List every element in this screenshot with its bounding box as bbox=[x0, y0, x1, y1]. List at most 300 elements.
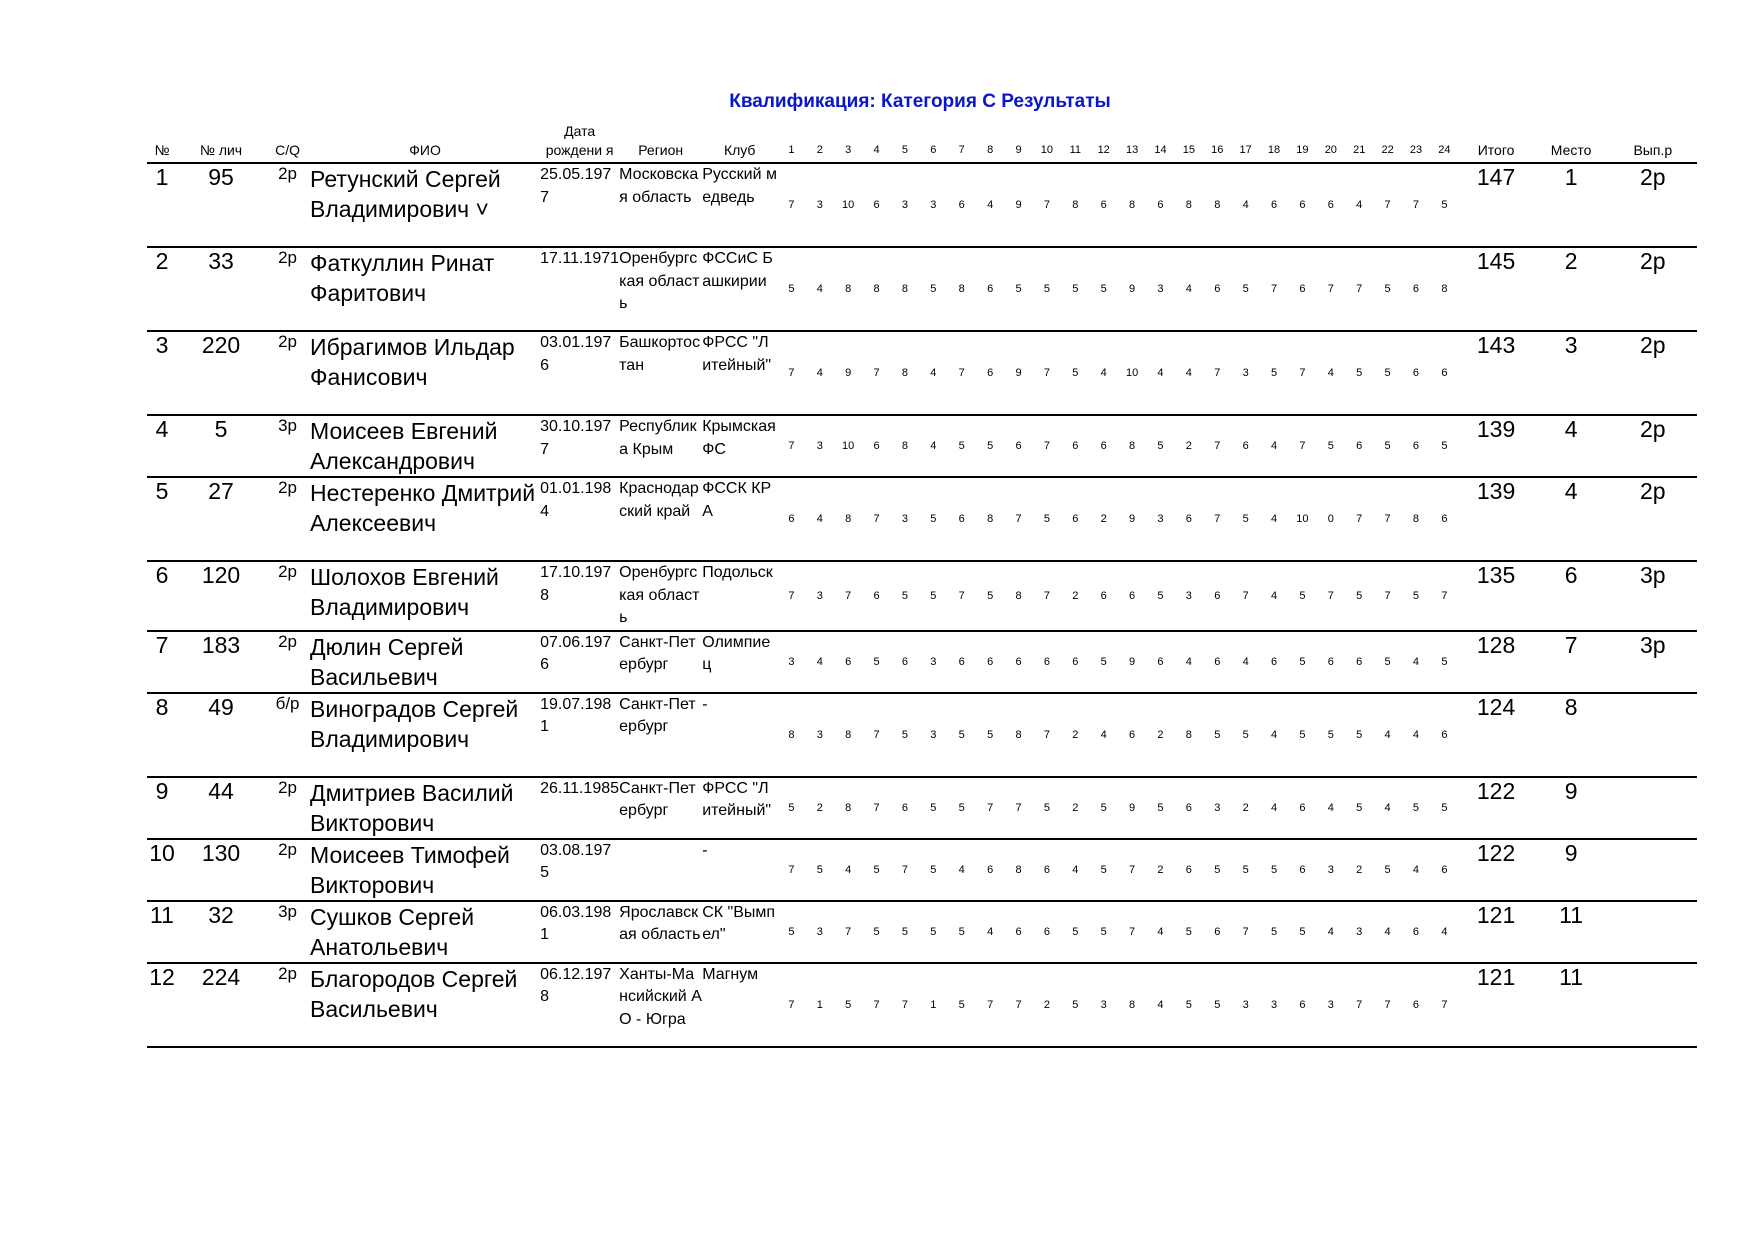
place-cell: 2 bbox=[1534, 247, 1609, 331]
row-number: 7 bbox=[147, 631, 177, 693]
table-row bbox=[147, 331, 1697, 415]
round-score: 6 bbox=[1061, 631, 1089, 693]
round-score: 3 bbox=[1203, 777, 1231, 839]
round-score: 8 bbox=[1061, 163, 1089, 247]
header-round: 12 bbox=[1090, 122, 1118, 163]
row-number: 11 bbox=[147, 901, 177, 963]
round-score: 6 bbox=[976, 247, 1004, 331]
round-score: 5 bbox=[1146, 415, 1174, 477]
round-score: 1 bbox=[806, 963, 834, 1047]
round-score: 7 bbox=[777, 839, 805, 901]
round-score: 9 bbox=[1118, 631, 1146, 693]
round-score: 6 bbox=[1260, 163, 1288, 247]
round-score: 6 bbox=[1175, 839, 1203, 901]
round-score: 8 bbox=[948, 247, 976, 331]
round-score: 6 bbox=[1118, 561, 1146, 631]
round-score: 8 bbox=[891, 415, 919, 477]
region-cell: Санкт-Петербург bbox=[619, 631, 702, 693]
row-number: 12 bbox=[147, 963, 177, 1047]
club-cell: СК "Вымпел" bbox=[702, 901, 777, 963]
header-round: 17 bbox=[1231, 122, 1259, 163]
round-score: 5 bbox=[976, 561, 1004, 631]
header-round: 16 bbox=[1203, 122, 1231, 163]
round-score: 3 bbox=[806, 415, 834, 477]
region-cell: Московская область bbox=[619, 163, 702, 247]
header-round: 15 bbox=[1175, 122, 1203, 163]
total-cell: 147 bbox=[1459, 163, 1534, 247]
round-score: 6 bbox=[1260, 631, 1288, 693]
round-score: 5 bbox=[1061, 331, 1089, 415]
region-cell: Санкт-Петербург bbox=[619, 693, 702, 777]
row-number: 8 bbox=[147, 693, 177, 777]
round-score: 5 bbox=[1231, 247, 1259, 331]
round-score: 0 bbox=[1317, 477, 1345, 561]
round-score: 6 bbox=[1004, 631, 1032, 693]
round-score: 8 bbox=[891, 247, 919, 331]
round-score: 6 bbox=[1090, 163, 1118, 247]
round-score: 6 bbox=[1317, 631, 1345, 693]
round-score: 4 bbox=[1430, 901, 1458, 963]
club-cell: - bbox=[702, 693, 777, 777]
region-cell: Краснодарский край bbox=[619, 477, 702, 561]
table-row bbox=[147, 477, 1697, 561]
round-score: 7 bbox=[862, 331, 890, 415]
round-score: 6 bbox=[948, 163, 976, 247]
round-score: 4 bbox=[1373, 901, 1401, 963]
round-score: 6 bbox=[1317, 163, 1345, 247]
round-score: 4 bbox=[1260, 415, 1288, 477]
birth-date: 03.08.1975 bbox=[540, 839, 619, 901]
round-score: 5 bbox=[1430, 777, 1458, 839]
round-score: 4 bbox=[1231, 163, 1259, 247]
header-round: 11 bbox=[1061, 122, 1089, 163]
round-score: 5 bbox=[1175, 901, 1203, 963]
round-score: 5 bbox=[919, 777, 947, 839]
round-score: 7 bbox=[1118, 901, 1146, 963]
round-score: 5 bbox=[1317, 415, 1345, 477]
header-round: 14 bbox=[1146, 122, 1174, 163]
place-cell: 3 bbox=[1534, 331, 1609, 415]
rank-cell bbox=[1609, 963, 1697, 1047]
round-score: 4 bbox=[806, 331, 834, 415]
round-score: 8 bbox=[834, 777, 862, 839]
club-cell: Магнум bbox=[702, 963, 777, 1047]
round-score: 6 bbox=[1090, 415, 1118, 477]
page-title: Квалификация: Категория С Результаты bbox=[729, 91, 1111, 112]
round-score: 4 bbox=[1260, 561, 1288, 631]
round-score: 5 bbox=[862, 839, 890, 901]
round-score: 3 bbox=[1175, 561, 1203, 631]
total-cell: 143 bbox=[1459, 331, 1534, 415]
round-score: 5 bbox=[1430, 631, 1458, 693]
round-score: 5 bbox=[1061, 247, 1089, 331]
round-score: 5 bbox=[777, 777, 805, 839]
round-score: 2 bbox=[1090, 477, 1118, 561]
round-score: 7 bbox=[1033, 693, 1061, 777]
round-score: 2 bbox=[1146, 839, 1174, 901]
row-number: 3 bbox=[147, 331, 177, 415]
header-round: 20 bbox=[1317, 122, 1345, 163]
round-score: 3 bbox=[1231, 331, 1259, 415]
round-score: 8 bbox=[1175, 163, 1203, 247]
round-score: 7 bbox=[1033, 415, 1061, 477]
round-score: 5 bbox=[1033, 777, 1061, 839]
header-round: 3 bbox=[834, 122, 862, 163]
rank-cell bbox=[1609, 901, 1697, 963]
round-score: 9 bbox=[1004, 163, 1032, 247]
table-header-row bbox=[147, 122, 1697, 163]
birth-date: 01.01.1984 bbox=[540, 477, 619, 561]
header-round: 21 bbox=[1345, 122, 1373, 163]
round-score: 6 bbox=[777, 477, 805, 561]
round-score: 6 bbox=[1430, 839, 1458, 901]
round-score: 3 bbox=[919, 693, 947, 777]
round-score: 6 bbox=[1402, 415, 1430, 477]
round-score: 6 bbox=[1288, 839, 1316, 901]
round-score: 5 bbox=[1288, 631, 1316, 693]
birth-date: 17.11.1971 bbox=[540, 247, 619, 331]
header-round: 9 bbox=[1004, 122, 1032, 163]
round-score: 3 bbox=[919, 163, 947, 247]
round-score: 7 bbox=[1288, 415, 1316, 477]
total-cell: 139 bbox=[1459, 477, 1534, 561]
round-score: 3 bbox=[891, 477, 919, 561]
round-score: 5 bbox=[1231, 839, 1259, 901]
round-score: 6 bbox=[1175, 477, 1203, 561]
round-score: 5 bbox=[1061, 963, 1089, 1047]
round-score: 7 bbox=[948, 561, 976, 631]
round-score: 4 bbox=[1260, 777, 1288, 839]
round-score: 5 bbox=[1175, 963, 1203, 1047]
header-lic: № лич bbox=[177, 122, 265, 163]
license-number: 95 bbox=[177, 163, 265, 247]
total-cell: 121 bbox=[1459, 963, 1534, 1047]
region-cell bbox=[619, 839, 702, 901]
round-score: 5 bbox=[1373, 415, 1401, 477]
round-score: 5 bbox=[976, 693, 1004, 777]
round-score: 7 bbox=[1004, 777, 1032, 839]
birth-date: 26.11.1985 bbox=[540, 777, 619, 839]
round-score: 5 bbox=[948, 777, 976, 839]
full-name: Фаткуллин Ринат Фаритович bbox=[310, 247, 540, 331]
round-score: 3 bbox=[1317, 963, 1345, 1047]
row-number: 5 bbox=[147, 477, 177, 561]
round-score: 8 bbox=[862, 247, 890, 331]
round-score: 3 bbox=[1090, 963, 1118, 1047]
round-score: 4 bbox=[1402, 631, 1430, 693]
round-score: 8 bbox=[1118, 963, 1146, 1047]
full-name: Моисеев Евгений Александрович bbox=[310, 415, 540, 477]
round-score: 2 bbox=[1061, 561, 1089, 631]
license-number: 32 bbox=[177, 901, 265, 963]
round-score: 8 bbox=[1402, 477, 1430, 561]
round-score: 6 bbox=[862, 163, 890, 247]
round-score: 6 bbox=[1288, 163, 1316, 247]
round-score: 4 bbox=[1402, 693, 1430, 777]
round-score: 4 bbox=[1146, 901, 1174, 963]
round-score: 10 bbox=[834, 163, 862, 247]
round-score: 4 bbox=[1090, 331, 1118, 415]
club-cell: - bbox=[702, 839, 777, 901]
round-score: 8 bbox=[777, 693, 805, 777]
round-score: 5 bbox=[919, 561, 947, 631]
round-score: 5 bbox=[1373, 247, 1401, 331]
round-score: 4 bbox=[1175, 631, 1203, 693]
table-row bbox=[147, 693, 1697, 777]
round-score: 4 bbox=[1345, 163, 1373, 247]
round-score: 9 bbox=[1118, 477, 1146, 561]
region-cell: Оренбургская область bbox=[619, 247, 702, 331]
round-score: 5 bbox=[891, 693, 919, 777]
round-score: 4 bbox=[1373, 777, 1401, 839]
round-score: 4 bbox=[1061, 839, 1089, 901]
round-score: 8 bbox=[834, 693, 862, 777]
round-score: 8 bbox=[976, 477, 1004, 561]
rank-cell bbox=[1609, 777, 1697, 839]
round-score: 8 bbox=[1430, 247, 1458, 331]
region-cell: Башкортостан bbox=[619, 331, 702, 415]
round-score: 5 bbox=[948, 693, 976, 777]
round-score: 8 bbox=[891, 331, 919, 415]
round-score: 5 bbox=[1345, 693, 1373, 777]
round-score: 7 bbox=[1118, 839, 1146, 901]
category-cell: 2р bbox=[265, 247, 310, 331]
round-score: 9 bbox=[1118, 247, 1146, 331]
round-score: 4 bbox=[919, 331, 947, 415]
header-rank: Вып.р bbox=[1609, 122, 1697, 163]
round-score: 7 bbox=[777, 963, 805, 1047]
round-score: 3 bbox=[1146, 477, 1174, 561]
round-score: 6 bbox=[1146, 163, 1174, 247]
rank-cell: 2р bbox=[1609, 247, 1697, 331]
license-number: 44 bbox=[177, 777, 265, 839]
round-score: 5 bbox=[1430, 415, 1458, 477]
round-score: 5 bbox=[1373, 331, 1401, 415]
round-score: 5 bbox=[1345, 331, 1373, 415]
row-number: 10 bbox=[147, 839, 177, 901]
table-row bbox=[147, 839, 1697, 901]
round-score: 2 bbox=[806, 777, 834, 839]
round-score: 4 bbox=[1231, 631, 1259, 693]
round-score: 3 bbox=[806, 163, 834, 247]
round-score: 2 bbox=[1146, 693, 1174, 777]
table-body bbox=[147, 163, 1697, 1047]
round-score: 7 bbox=[1288, 331, 1316, 415]
header-round: 13 bbox=[1118, 122, 1146, 163]
category-cell: 2р bbox=[265, 839, 310, 901]
round-score: 6 bbox=[1430, 693, 1458, 777]
header-cq: C/Q bbox=[265, 122, 310, 163]
full-name: Шолохов Евгений Владимирович bbox=[310, 561, 540, 631]
rank-cell bbox=[1609, 839, 1697, 901]
round-score: 4 bbox=[1260, 477, 1288, 561]
round-score: 7 bbox=[1373, 561, 1401, 631]
rank-cell bbox=[1609, 693, 1697, 777]
total-cell: 128 bbox=[1459, 631, 1534, 693]
round-score: 7 bbox=[777, 163, 805, 247]
round-score: 4 bbox=[1175, 247, 1203, 331]
round-score: 5 bbox=[1033, 477, 1061, 561]
round-score: 6 bbox=[976, 631, 1004, 693]
round-score: 7 bbox=[1402, 163, 1430, 247]
round-score: 6 bbox=[1402, 331, 1430, 415]
round-score: 6 bbox=[891, 631, 919, 693]
full-name: Ретунский Сергей Владимирович ˅ bbox=[310, 163, 540, 247]
rank-cell: 2р bbox=[1609, 163, 1697, 247]
category-cell: 2р bbox=[265, 777, 310, 839]
license-number: 120 bbox=[177, 561, 265, 631]
round-score: 4 bbox=[976, 901, 1004, 963]
round-score: 7 bbox=[777, 561, 805, 631]
header-round: 22 bbox=[1373, 122, 1401, 163]
category-cell: 2р bbox=[265, 963, 310, 1047]
total-cell: 122 bbox=[1459, 777, 1534, 839]
round-score: 7 bbox=[1033, 331, 1061, 415]
round-score: 9 bbox=[834, 331, 862, 415]
place-cell: 7 bbox=[1534, 631, 1609, 693]
round-score: 5 bbox=[1033, 247, 1061, 331]
round-score: 7 bbox=[948, 331, 976, 415]
round-score: 8 bbox=[834, 247, 862, 331]
round-score: 5 bbox=[1061, 901, 1089, 963]
round-score: 7 bbox=[1345, 477, 1373, 561]
round-score: 4 bbox=[1317, 777, 1345, 839]
round-score: 7 bbox=[976, 963, 1004, 1047]
round-score: 6 bbox=[1033, 901, 1061, 963]
round-score: 6 bbox=[976, 331, 1004, 415]
round-score: 6 bbox=[1004, 901, 1032, 963]
row-number: 1 bbox=[147, 163, 177, 247]
round-score: 5 bbox=[1373, 631, 1401, 693]
round-score: 6 bbox=[1288, 777, 1316, 839]
place-cell: 11 bbox=[1534, 963, 1609, 1047]
region-cell: Ханты-Мансийский АО - Югра bbox=[619, 963, 702, 1047]
round-score: 7 bbox=[891, 963, 919, 1047]
round-score: 5 bbox=[1090, 247, 1118, 331]
rank-cell: 2р bbox=[1609, 415, 1697, 477]
header-round: 4 bbox=[862, 122, 890, 163]
round-score: 5 bbox=[1288, 561, 1316, 631]
round-score: 2 bbox=[1061, 777, 1089, 839]
total-cell: 135 bbox=[1459, 561, 1534, 631]
round-score: 8 bbox=[1004, 693, 1032, 777]
round-score: 6 bbox=[1203, 631, 1231, 693]
header-total: Итого bbox=[1459, 122, 1534, 163]
round-score: 5 bbox=[1288, 693, 1316, 777]
club-cell: ФРСС "Литейный" bbox=[702, 331, 777, 415]
round-score: 5 bbox=[806, 839, 834, 901]
license-number: 49 bbox=[177, 693, 265, 777]
round-score: 7 bbox=[862, 777, 890, 839]
total-cell: 145 bbox=[1459, 247, 1534, 331]
round-score: 5 bbox=[919, 901, 947, 963]
full-name: Дюлин Сергей Васильевич bbox=[310, 631, 540, 693]
round-score: 4 bbox=[976, 163, 1004, 247]
header-dob: Дата рождени я bbox=[540, 122, 619, 163]
round-score: 5 bbox=[1260, 901, 1288, 963]
round-score: 5 bbox=[1146, 561, 1174, 631]
round-score: 7 bbox=[834, 561, 862, 631]
round-score: 4 bbox=[1175, 331, 1203, 415]
round-score: 5 bbox=[1203, 963, 1231, 1047]
round-score: 5 bbox=[1373, 839, 1401, 901]
round-score: 7 bbox=[1345, 247, 1373, 331]
round-score: 3 bbox=[1260, 963, 1288, 1047]
round-score: 7 bbox=[1373, 963, 1401, 1047]
round-score: 3 bbox=[1345, 901, 1373, 963]
round-score: 7 bbox=[1203, 477, 1231, 561]
category-cell: 3р bbox=[265, 901, 310, 963]
rank-cell: 2р bbox=[1609, 477, 1697, 561]
round-score: 8 bbox=[1175, 693, 1203, 777]
place-cell: 8 bbox=[1534, 693, 1609, 777]
round-score: 6 bbox=[948, 477, 976, 561]
round-score: 7 bbox=[1260, 247, 1288, 331]
round-score: 5 bbox=[1203, 839, 1231, 901]
round-score: 5 bbox=[919, 477, 947, 561]
round-score: 4 bbox=[806, 477, 834, 561]
club-cell: Крымская ФС bbox=[702, 415, 777, 477]
results-table bbox=[147, 122, 1697, 1048]
round-score: 6 bbox=[1175, 777, 1203, 839]
round-score: 8 bbox=[1203, 163, 1231, 247]
row-number: 9 bbox=[147, 777, 177, 839]
round-score: 7 bbox=[1231, 561, 1259, 631]
round-score: 3 bbox=[806, 561, 834, 631]
place-cell: 9 bbox=[1534, 839, 1609, 901]
round-score: 4 bbox=[1402, 839, 1430, 901]
round-score: 4 bbox=[948, 839, 976, 901]
category-cell: 2р bbox=[265, 631, 310, 693]
round-score: 7 bbox=[1231, 901, 1259, 963]
round-score: 5 bbox=[1090, 777, 1118, 839]
round-score: 5 bbox=[1430, 163, 1458, 247]
full-name: Ибрагимов Ильдар Фанисович bbox=[310, 331, 540, 415]
birth-date: 03.01.1976 bbox=[540, 331, 619, 415]
round-score: 4 bbox=[806, 631, 834, 693]
license-number: 5 bbox=[177, 415, 265, 477]
round-score: 6 bbox=[1288, 247, 1316, 331]
round-score: 5 bbox=[919, 839, 947, 901]
round-score: 6 bbox=[1430, 477, 1458, 561]
round-score: 7 bbox=[1373, 163, 1401, 247]
header-round: 18 bbox=[1260, 122, 1288, 163]
round-score: 4 bbox=[1260, 693, 1288, 777]
header-round: 1 bbox=[777, 122, 805, 163]
header-club: Клуб bbox=[702, 122, 777, 163]
total-cell: 139 bbox=[1459, 415, 1534, 477]
round-score: 7 bbox=[862, 693, 890, 777]
club-cell: Олимпиец bbox=[702, 631, 777, 693]
place-cell: 1 bbox=[1534, 163, 1609, 247]
round-score: 6 bbox=[1345, 631, 1373, 693]
header-round: 2 bbox=[806, 122, 834, 163]
total-cell: 124 bbox=[1459, 693, 1534, 777]
club-cell: Русский медведь bbox=[702, 163, 777, 247]
round-score: 2 bbox=[1061, 693, 1089, 777]
round-score: 6 bbox=[948, 631, 976, 693]
round-score: 2 bbox=[1175, 415, 1203, 477]
header-round: 6 bbox=[919, 122, 947, 163]
round-score: 6 bbox=[1430, 331, 1458, 415]
round-score: 5 bbox=[1146, 777, 1174, 839]
round-score: 6 bbox=[1231, 415, 1259, 477]
round-score: 7 bbox=[1033, 561, 1061, 631]
round-score: 6 bbox=[1118, 693, 1146, 777]
round-score: 10 bbox=[1118, 331, 1146, 415]
header-num: № bbox=[147, 122, 177, 163]
round-score: 5 bbox=[1203, 693, 1231, 777]
